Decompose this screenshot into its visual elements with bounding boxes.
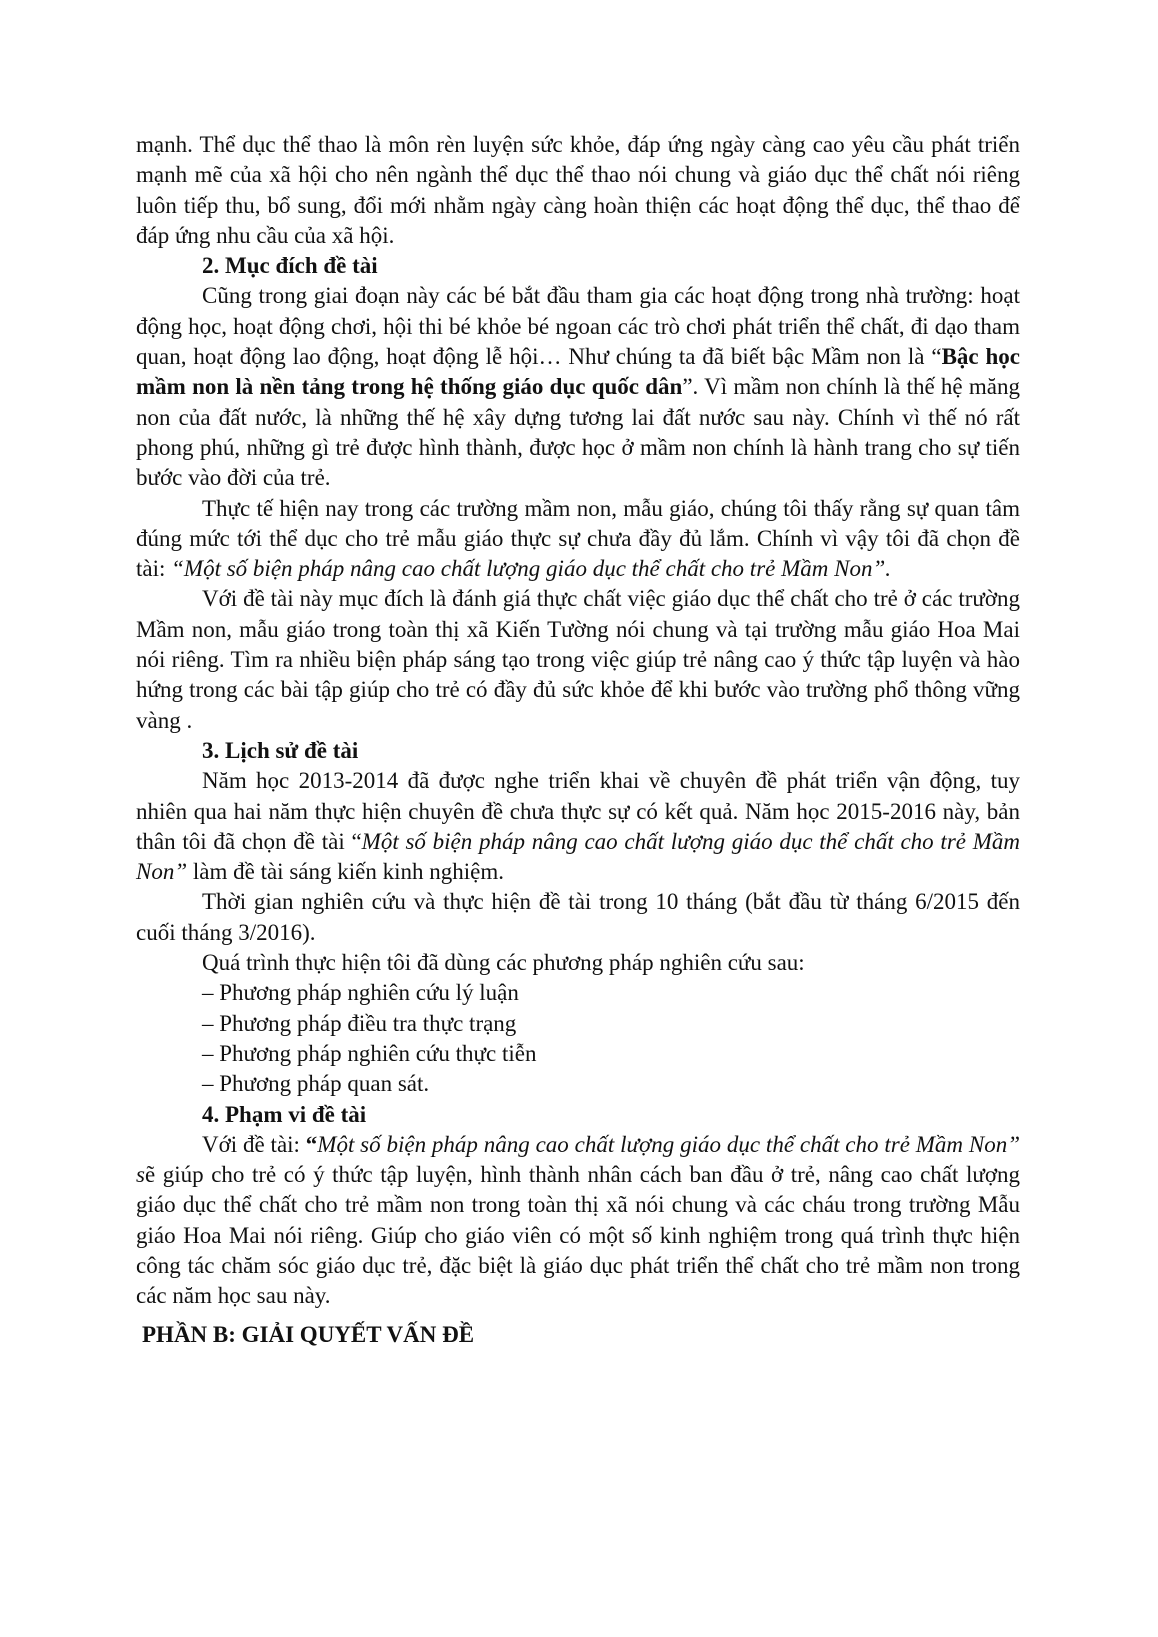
intro-paragraph: mạnh. Thể dục thể thao là môn rèn luyện sức khỏe, đáp ứng ngày càng cao yêu cầu phát triển mạnh mẽ của xã hội cho nên ngành thể dục thể thao nói chung và giáo dục thể chất nói riêng luôn tiếp thu, bổ sung, đổi mới nhằm ngày càng hoàn thiện các hoạt động thể dục, thể thao để đáp ứng nhu cầu của xã hội. — [136, 132, 1020, 248]
section-3-paragraph-3: Quá trình thực hiện tôi đã dùng các phương pháp nghiên cứu sau: — [202, 950, 805, 976]
section-2-p2-italic-title: “Một số biện pháp nâng cao chất lượng giáo dục thể chất cho trẻ Mầm Non”. — [171, 556, 892, 582]
section-2-p1-end: ”. Vì mầm non chính là thế hệ măng non của đất nước, là những thế hệ xây dựng tương lai đất nước sau này. Chính vì thế nó rất phong phú, những gì trẻ được hình thành, được học ở mầm non chính là hành trang cho sự tiến bước vào đời của trẻ. — [136, 374, 1020, 491]
method-list-item: – Phương pháp nghiên cứu thực tiễn — [202, 1040, 537, 1066]
section-2-paragraph-3: Với đề tài này mục đích là đánh giá thực chất việc giáo dục thể chất cho trẻ ở các trường Mầm non, mẫu giáo trong toàn thị xã Kiến Tường nói chung và tại trường mẫu giáo Hoa Mai nói riêng. Tìm ra nhiều biện pháp sáng tạo trong việc giúp trẻ nâng cao ý thức tập luyện và hào hứng trong các bài tập giúp cho trẻ có đầy đủ sức khỏe để khi bước vào trường phổ thông vững vàng . — [136, 586, 1020, 733]
section-4-p1-open-quote: “ — [305, 1131, 318, 1157]
section-3-paragraph-1 — [136, 766, 1020, 887]
section-2-paragraph-2 — [136, 494, 1020, 585]
section-2-paragraph-1 — [136, 281, 1020, 493]
section-4-p1-italic-title: Một số biện pháp nâng cao chất lượng giáo dục thể chất cho trẻ Mầm Non” s — [136, 1131, 1020, 1188]
part-b-heading: PHẦN B: GIẢI QUYẾT VẤN ĐỀ — [142, 1321, 475, 1347]
section-2-p2-start: Thực tế hiện nay trong các trường mầm non, mẫu giáo, chúng tôi thấy rằng sự quan tâm đúng mức tới thể dục cho trẻ mẫu giáo thực sự chưa đầy đủ lắm. Chính vì vậy tôi đã chọn đề tài: — [136, 495, 1020, 582]
section-2-p1-start: Cũng trong giai đoạn này các bé bắt đầu tham gia các hoạt động trong nhà trường: hoạt động học, hoạt động chơi, hội thi bé khỏe bé ngoan các trò chơi phát triển thể chất, đi dạo tham quan, hoạt động lao động, hoạt động lễ hội… Như chúng ta đã biết bậc Mầm non là “ — [136, 283, 1020, 370]
section-4-p1-start: Với đề tài: — [202, 1131, 306, 1157]
section-4-paragraph-1 — [136, 1130, 1020, 1312]
section-2-p1-bold-quote: Bậc học mầm non là nền tảng trong hệ thống giáo dục quốc dân — [136, 344, 1020, 400]
section-4-heading: 4. Phạm vi đề tài — [202, 1101, 367, 1127]
document-page — [136, 130, 1020, 1350]
section-3-paragraph-2: Thời gian nghiên cứu và thực hiện đề tài trong 10 tháng (bắt đầu từ tháng 6/2015 đến cuối tháng 3/2016). — [136, 889, 1020, 945]
section-3-heading: 3. Lịch sử đề tài — [202, 737, 359, 763]
section-3-p1-end: làm đề tài sáng kiến kinh nghiệm. — [187, 859, 504, 885]
section-3-p1-italic-title: Một số biện pháp nâng cao chất lượng giáo dục thể chất cho trẻ Mầm Non” — [136, 828, 1020, 885]
section-4-p1-end: ẽ giúp cho trẻ có ý thức tập luyện, hình thành nhân cách ban đầu ở trẻ, nâng cao chất lượng giáo dục thể chất cho trẻ mầm non trong toàn thị xã nói chung và các cháu trong trường Mẫu giáo Hoa Mai nói riêng. Giúp cho giáo viên có một số kinh nghiệm trong quá trình thực hiện công tác chăm sóc giáo dục trẻ, đặc biệt là giáo dục phát triển thể chất cho trẻ mầm non trong các năm học sau này. — [136, 1162, 1020, 1309]
section-3-p1-start: Năm học 2013-2014 đã được nghe triển khai về chuyên đề phát triển vận động, tuy nhiên qua hai năm thực hiện chuyên đề chưa thực sự có kết quả. Năm học 2015-2016 này, bản thân tôi đã chọn đề tài “ — [136, 768, 1020, 854]
method-list-item: – Phương pháp quan sát. — [202, 1071, 430, 1097]
method-list-item: – Phương pháp điều tra thực trạng — [202, 1010, 517, 1036]
method-list-item: – Phương pháp nghiên cứu lý luận — [202, 980, 519, 1006]
section-2-heading: 2. Mục đích đề tài — [202, 253, 378, 279]
